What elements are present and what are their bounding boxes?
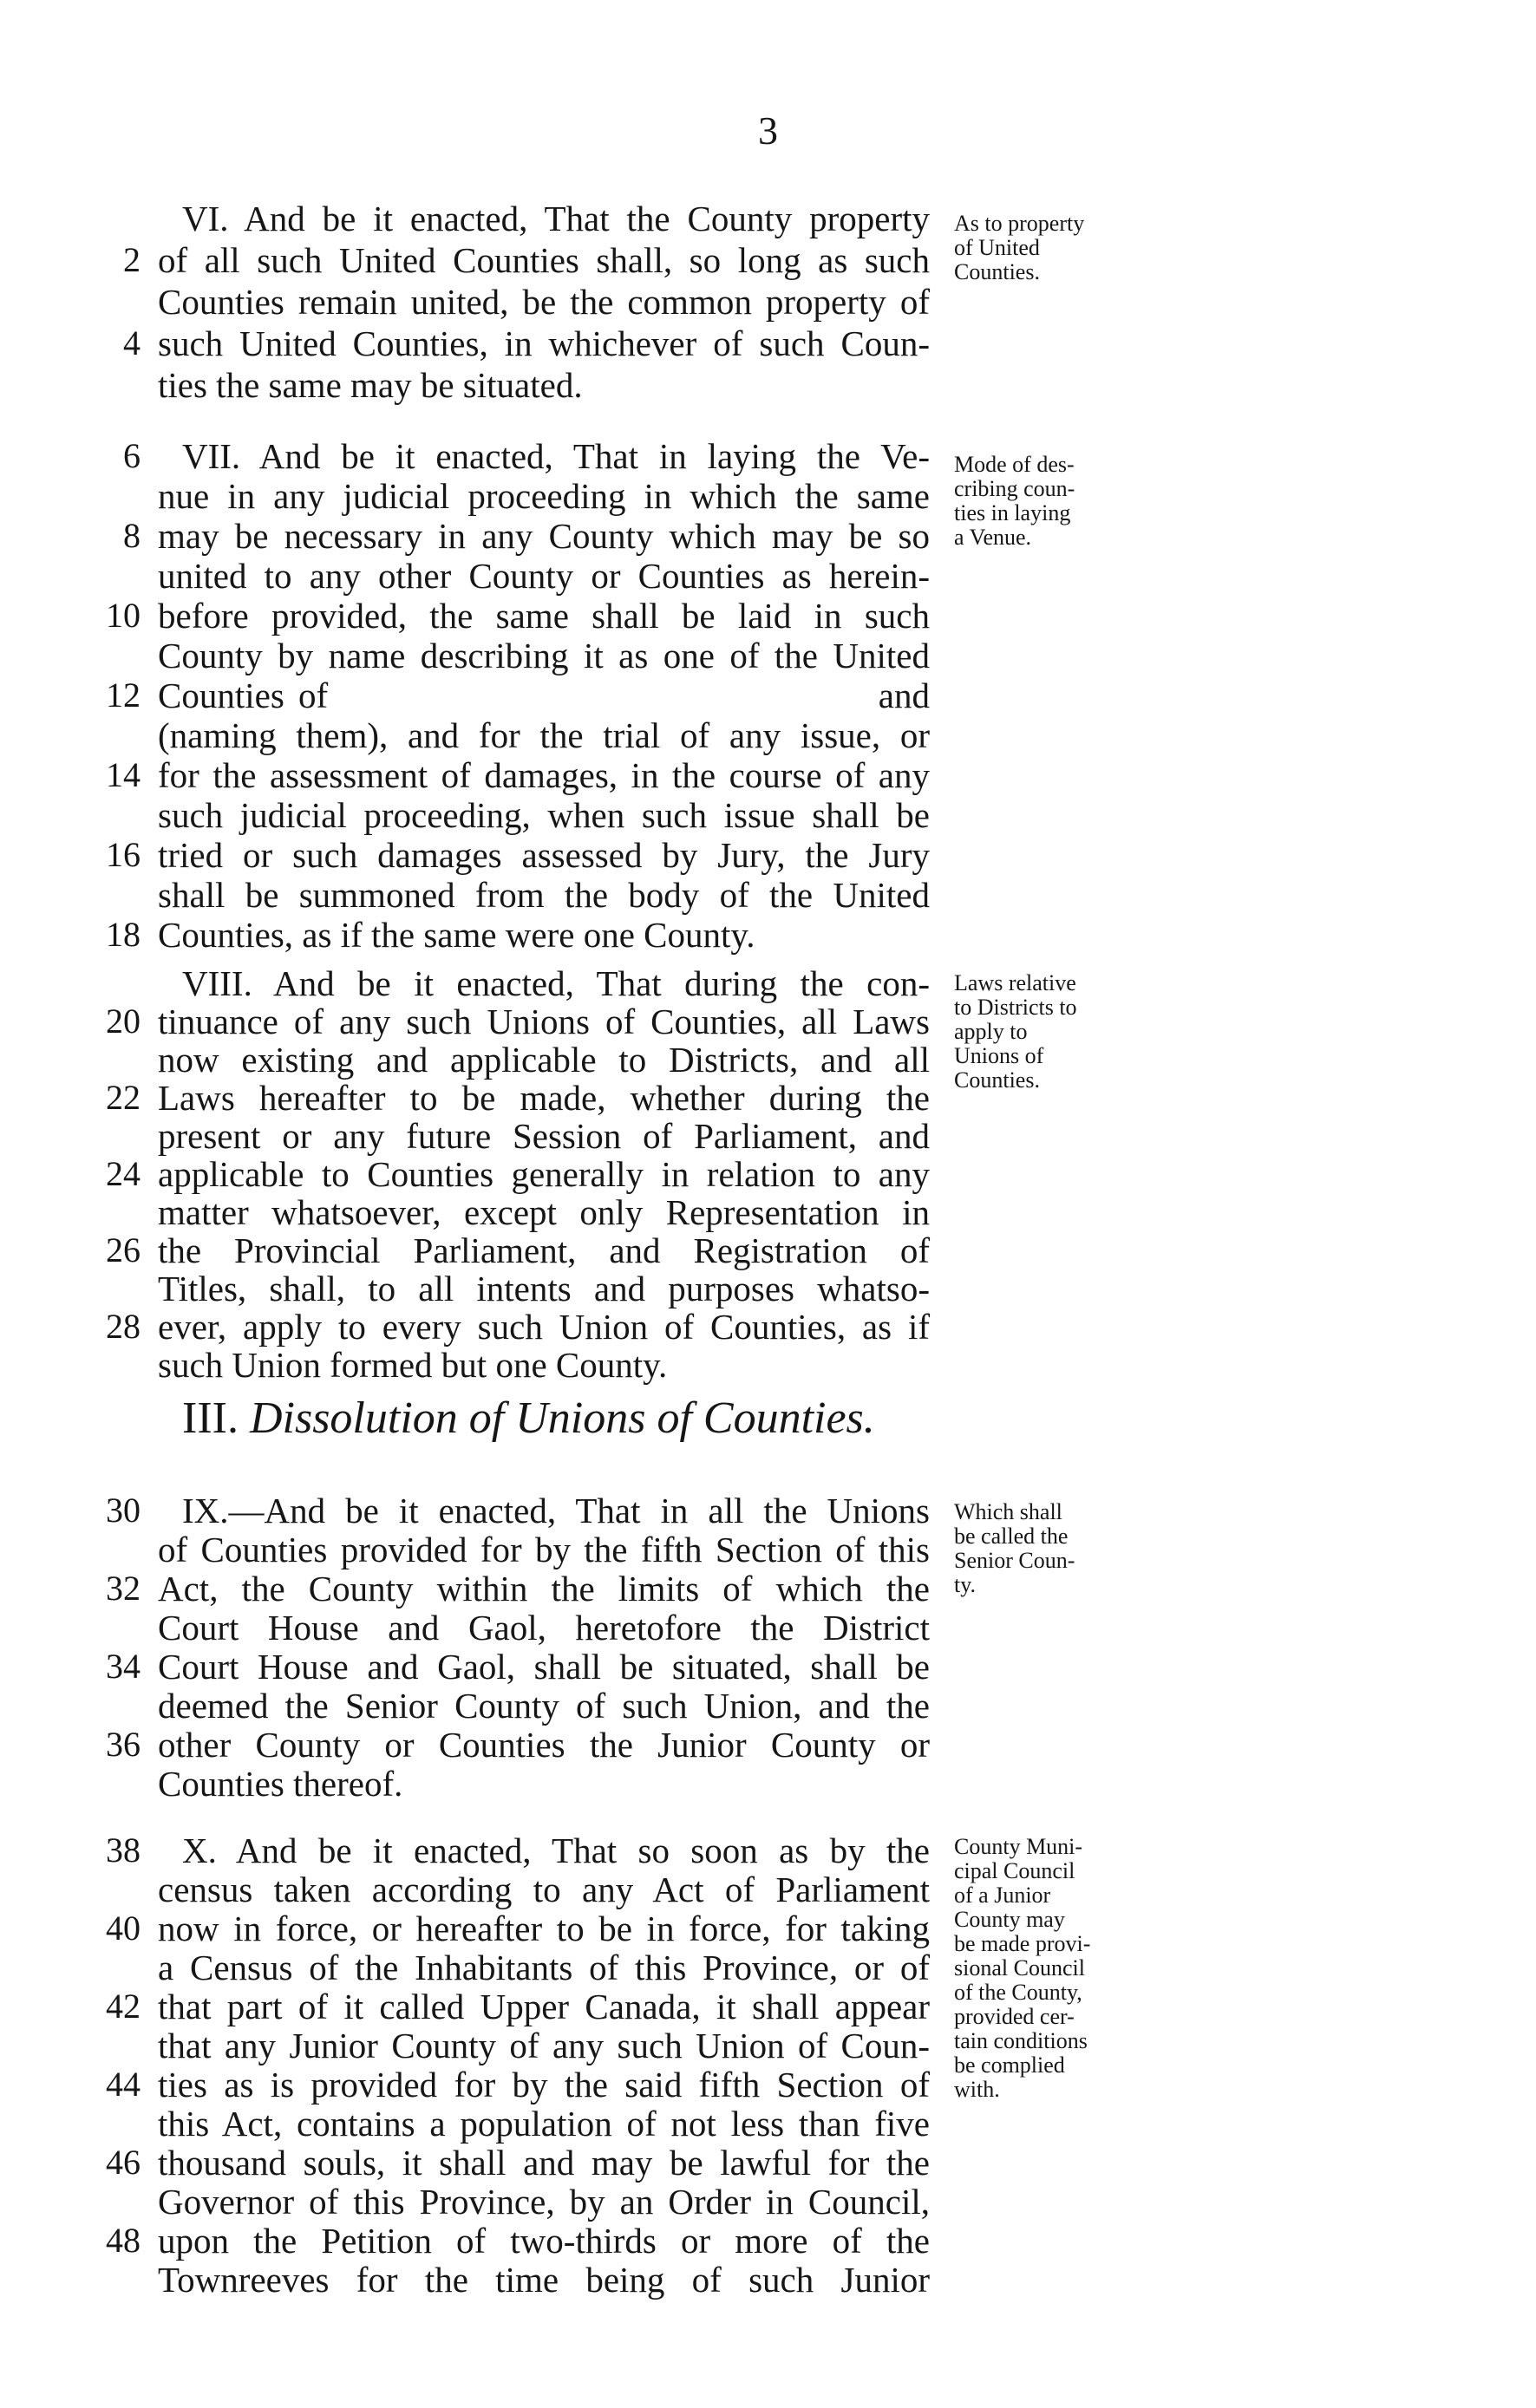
- line-text: VI. And be it enacted, That the County property: [182, 199, 930, 238]
- line: [0, 1191, 1536, 1233]
- margin-note: Mode of des- cribing coun- ties in laying a Venue.: [954, 452, 1075, 550]
- line: [0, 435, 1536, 477]
- line-text: present or any future Session of Parliament, and: [158, 1116, 930, 1156]
- line-number: 2: [123, 240, 141, 279]
- margin-note: Which shall be called the Senior Coun- ty.: [954, 1499, 1075, 1597]
- line-text: the Provincial Parliament, and Registration of: [158, 1230, 930, 1270]
- line-text: IX.—And be it enacted, That in all the Unions: [182, 1491, 930, 1530]
- line: [0, 754, 1536, 796]
- line-number: 42: [106, 1987, 141, 2026]
- line: [0, 1830, 1536, 1871]
- line: [0, 1153, 1536, 1195]
- line-text: that part of it called Upper Canada, it shall appear: [158, 1987, 930, 2026]
- line: [0, 794, 1536, 836]
- line: [0, 239, 1536, 281]
- line-text: Titles, shall, to all intents and purposes whatso-: [158, 1269, 930, 1308]
- line-text: VII. And be it enacted, That in laying the Ve-: [182, 436, 930, 476]
- line-text: Counties thereof.: [158, 1764, 403, 1804]
- line-text: that any Junior County of any such Union of Coun-: [158, 2026, 930, 2065]
- line-text: tried or such damages assessed by Jury, the Jury: [158, 835, 930, 875]
- line-text: matter whatsoever, except only Representation in: [158, 1192, 930, 1232]
- line-number: 32: [106, 1569, 141, 1608]
- line-number: 12: [106, 675, 141, 715]
- line-text: may be necessary in any County which may be so: [158, 516, 930, 556]
- line-text: ever, apply to every such Union of Counties, as if: [158, 1307, 930, 1347]
- line-text: ties as is provided for by the said fifth Section of: [158, 2065, 930, 2105]
- line: [0, 1529, 1536, 1570]
- line: [0, 1908, 1536, 1949]
- line: [0, 2025, 1536, 2066]
- line-number: 22: [106, 1078, 141, 1117]
- line: [0, 1306, 1536, 1348]
- line-text: now existing and applicable to Districts, and all: [158, 1040, 930, 1080]
- line-number: 6: [123, 436, 141, 475]
- line: [0, 834, 1536, 876]
- line-number: 18: [106, 915, 141, 954]
- line-text: other County or Counties the Junior County or: [158, 1725, 930, 1765]
- line: [0, 874, 1536, 916]
- line-number: 16: [106, 835, 141, 874]
- line: [0, 2142, 1536, 2183]
- line: [0, 1077, 1536, 1119]
- line-text: Laws hereafter to be made, whether during the: [158, 1078, 930, 1118]
- line-text: for the assessment of damages, in the course of any: [158, 755, 930, 795]
- line: [0, 281, 1536, 323]
- line: [0, 323, 1536, 364]
- line-text: deemed the Senior County of such Union, and the: [158, 1686, 930, 1726]
- line-text: thousand souls, it shall and may be lawful for the: [158, 2143, 930, 2183]
- line-number: 48: [106, 2221, 141, 2260]
- line-number: 26: [106, 1230, 141, 1269]
- line-text: Act, the County within the limits of which the: [158, 1569, 930, 1609]
- line: [0, 475, 1536, 517]
- line-text: Governor of this Province, by an Order in Council,: [158, 2182, 930, 2222]
- line-text: (naming them), and for the trial of any issue, or: [158, 715, 930, 755]
- line: [0, 2103, 1536, 2144]
- line-text: of all such United Counties shall, so long as such: [158, 240, 930, 280]
- line: [0, 1568, 1536, 1609]
- line: [0, 1490, 1536, 1531]
- line: [0, 1115, 1536, 1157]
- line: [0, 1724, 1536, 1765]
- line-text: ties the same may be situated.: [158, 365, 583, 405]
- heading-number: III.: [182, 1393, 239, 1443]
- line-number: 46: [106, 2143, 141, 2182]
- line: [0, 198, 1536, 239]
- line-text: Counties of and: [158, 675, 930, 715]
- line: [0, 1268, 1536, 1309]
- line: [0, 364, 1536, 406]
- line-number: 44: [106, 2065, 141, 2104]
- line: [0, 914, 1536, 956]
- line: [0, 1646, 1536, 1687]
- line-text: County by name describing it as one of the United: [158, 636, 930, 675]
- page-number: 3: [758, 108, 778, 153]
- line: [0, 715, 1536, 756]
- line: [0, 2259, 1536, 2300]
- margin-note: As to property of United Counties.: [954, 211, 1085, 284]
- line-number: 36: [106, 1725, 141, 1764]
- line: [0, 675, 1536, 716]
- line: [0, 1986, 1536, 2027]
- margin-note: Laws relative to Districts to apply to Unions of Counties.: [954, 970, 1077, 1093]
- line-text: Court House and Gaol, heretofore the District: [158, 1608, 930, 1648]
- line-text: such judicial proceeding, when such issue shall be: [158, 795, 930, 835]
- line-number: 20: [106, 1002, 141, 1041]
- line: [0, 515, 1536, 557]
- line-text: this Act, contains a population of not less than five: [158, 2104, 930, 2144]
- line-text: Court House and Gaol, shall be situated, shall be: [158, 1647, 930, 1687]
- line: [0, 1344, 1536, 1386]
- line-number: 28: [106, 1307, 141, 1346]
- line-number: 34: [106, 1647, 141, 1686]
- line: [0, 2181, 1536, 2222]
- line-number: 30: [106, 1491, 141, 1530]
- line-text: applicable to Counties generally in relation to any: [158, 1154, 930, 1194]
- line-text: Townreeves for the time being of such Junior: [158, 2260, 930, 2300]
- line-text: Counties remain united, be the common property of: [158, 282, 930, 322]
- line-text: upon the Petition of two-thirds or more of the: [158, 2221, 930, 2261]
- heading-title: Dissolution of Unions of Counties.: [249, 1393, 875, 1443]
- section-heading: [182, 1393, 1049, 1445]
- line: [0, 595, 1536, 636]
- line-number: 24: [106, 1154, 141, 1193]
- line-text: now in force, or hereafter to be in force, for taking: [158, 1909, 930, 1948]
- line: [0, 1230, 1536, 1271]
- line-number: 40: [106, 1909, 141, 1948]
- line-number: 14: [106, 755, 141, 794]
- line: [0, 963, 1536, 1004]
- line: [0, 2220, 1536, 2261]
- line-number: 8: [123, 516, 141, 555]
- line-text: of Counties provided for by the fifth Section of this: [158, 1530, 930, 1569]
- line-number: 38: [106, 1830, 141, 1870]
- line-text: before provided, the same shall be laid in such: [158, 596, 930, 636]
- line-text: VIII. And be it enacted, That during the con-: [182, 963, 930, 1003]
- line: [0, 635, 1536, 676]
- line: [0, 1001, 1536, 1042]
- line-text: such Union formed but one County.: [158, 1345, 668, 1385]
- line: [0, 1763, 1536, 1804]
- line: [0, 1039, 1536, 1080]
- line-text: shall be summoned from the body of the United: [158, 875, 930, 915]
- line-text: united to any other County or Counties as herein-: [158, 556, 930, 596]
- line-text: such United Counties, in whichever of such Coun-: [158, 323, 930, 363]
- margin-note: County Muni- cipal Council of a Junior County may be made provi- sional Council of the County, provided cer- tain conditions be complied with.: [954, 1834, 1091, 2102]
- line: [0, 1947, 1536, 1988]
- line-text: nue in any judicial proceeding in which the same: [158, 476, 930, 516]
- line: [0, 2064, 1536, 2105]
- line-number: 10: [106, 596, 141, 635]
- line-text: tinuance of any such Unions of Counties, all Laws: [158, 1002, 930, 1041]
- line: [0, 1869, 1536, 1910]
- line-text: Counties, as if the same were one County.: [158, 915, 755, 955]
- line-text: X. And be it enacted, That so soon as by the: [182, 1830, 930, 1870]
- line: [0, 1607, 1536, 1648]
- line-text: a Census of the Inhabitants of this Province, or of: [158, 1948, 930, 1987]
- line-text: census taken according to any Act of Parliament: [158, 1870, 930, 1909]
- line: [0, 555, 1536, 597]
- line: [0, 1685, 1536, 1726]
- line-number: 4: [123, 323, 141, 362]
